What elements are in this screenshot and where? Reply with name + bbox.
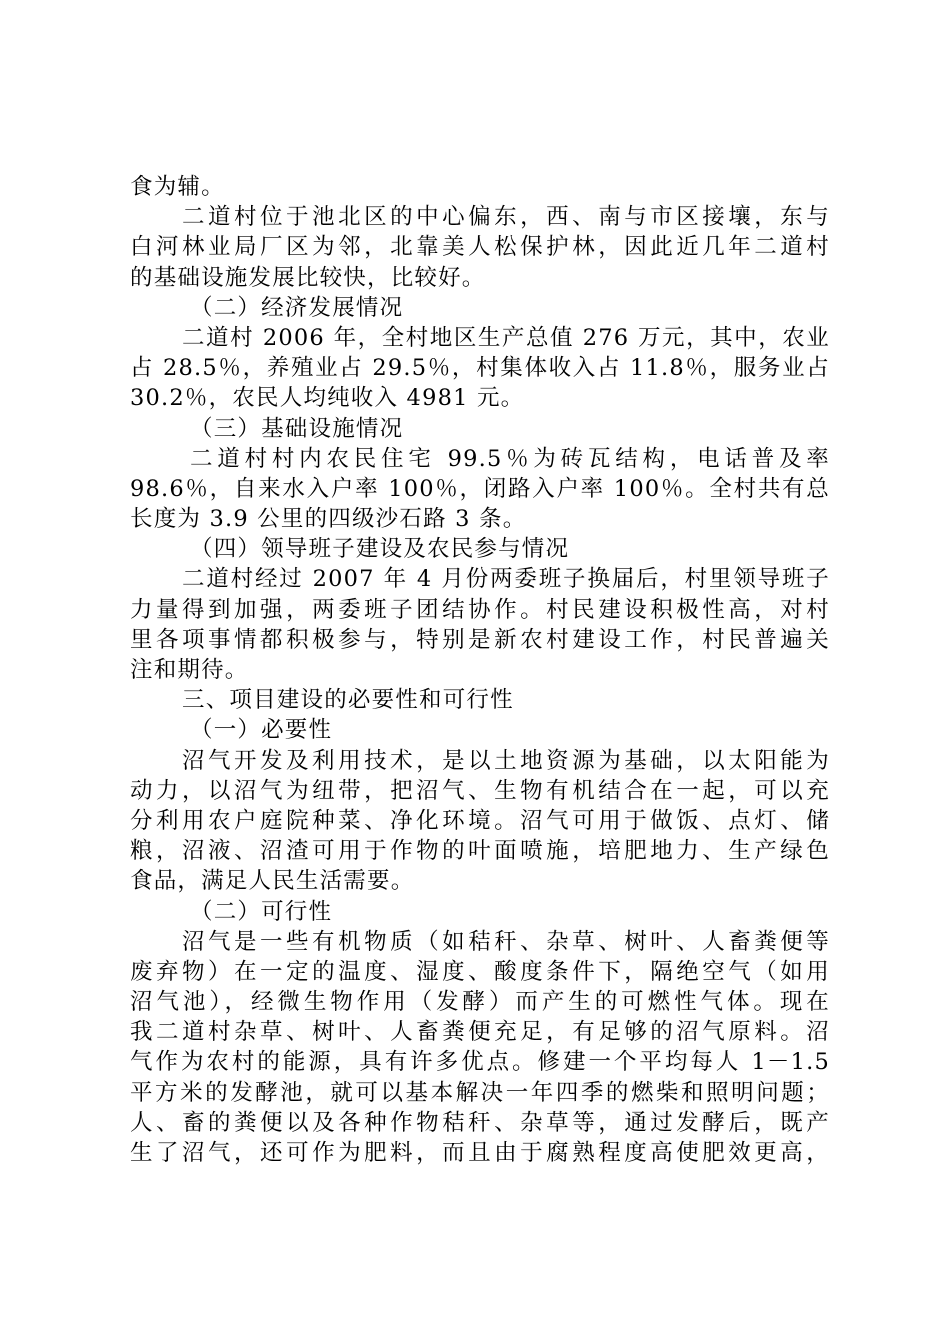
paragraph-line: 98.6％，自来水入户率 100％，闭路入户率 100％。全村共有总 [130,475,830,502]
section-heading: （二）可行性 [190,898,333,925]
paragraph-line: 占 28.5％，养殖业占 29.5％，村集体收入占 11.8％，服务业占 [130,355,830,382]
paragraph-line: 沼气是一些有机物质（如秸秆、杂草、树叶、人畜粪便等 [182,928,830,955]
section-heading: （四）领导班子建设及农民参与情况 [190,536,570,563]
paragraph-line: 力量得到加强，两委班子团结协作。村民建设积极性高，对村 [130,596,830,623]
paragraph-line: 废弃物）在一定的温度、湿度、酸度条件下，隔绝空气（如用 [130,958,830,985]
paragraph-line: 沼气开发及利用技术，是以土地资源为基础，以太阳能为 [182,747,830,774]
paragraph-line: 气作为农村的能源，具有许多优点。修建一个平均每人 1－1.5 [130,1049,830,1076]
paragraph-line: 二道村经过 2007 年 4 月份两委班子换届后，村里领导班子 [182,566,830,593]
paragraph-line: 二道村位于池北区的中心偏东，西、南与市区接壤，东与 [182,204,830,231]
paragraph-line: 长度为 3.9 公里的四级沙石路 3 条。 [130,506,527,533]
paragraph-line: 食为辅。 [130,174,225,200]
chapter-heading: 三、项目建设的必要性和可行性 [182,687,514,714]
paragraph-line: 里各项事情都积极参与，特别是新农村建设工作，村民普遍关 [130,626,830,653]
paragraph-line: 30.2％，农民人均纯收入 4981 元。 [130,385,525,412]
paragraph-line: 生了沼气，还可作为肥料，而且由于腐熟程度高使肥效更高， [130,1140,830,1166]
paragraph-line: 注和期待。 [130,657,249,683]
paragraph-line: 平方米的发酵池，就可以基本解决一年四季的燃柴和照明问题； [130,1079,830,1106]
paragraph-line: 食品，满足人民生活需要。 [130,868,415,895]
document-body [130,172,830,1168]
paragraph-line: 沼气池），经微生物作用（发酵）而产生的可燃性气体。现在 [130,989,830,1016]
paragraph-line: 粮，沼液、沼渣可用于作物的叶面喷施，培肥地力、生产绿色 [130,838,830,865]
section-heading: （一）必要性 [190,717,333,744]
paragraph-line: 二道村村内农民住宅 99.5％为砖瓦结构，电话普及率 [190,445,830,472]
paragraph-line: 白河林业局厂区为邻，北靠美人松保护林，因此近几年二道村 [130,234,830,261]
section-heading: （三）基础设施情况 [190,415,404,442]
paragraph-line: 分利用农户庭院种菜、净化环境。沼气可用于做饭、点灯、储 [130,807,830,834]
paragraph-line: 人、畜的粪便以及各种作物秸秆、杂草等，通过发酵后，既产 [130,1109,830,1136]
section-heading: （二）经济发展情况 [190,294,404,321]
paragraph-line: 动力，以沼气为纽带，把沼气、生物有机结合在一起，可以充 [130,777,830,804]
paragraph-line: 二道村 2006 年，全村地区生产总值 276 万元，其中，农业 [182,324,830,351]
paragraph-line: 的基础设施发展比较快，比较好。 [130,264,486,291]
paragraph-line: 我二道村杂草、树叶、人畜粪便充足，有足够的沼气原料。沼 [130,1019,830,1046]
